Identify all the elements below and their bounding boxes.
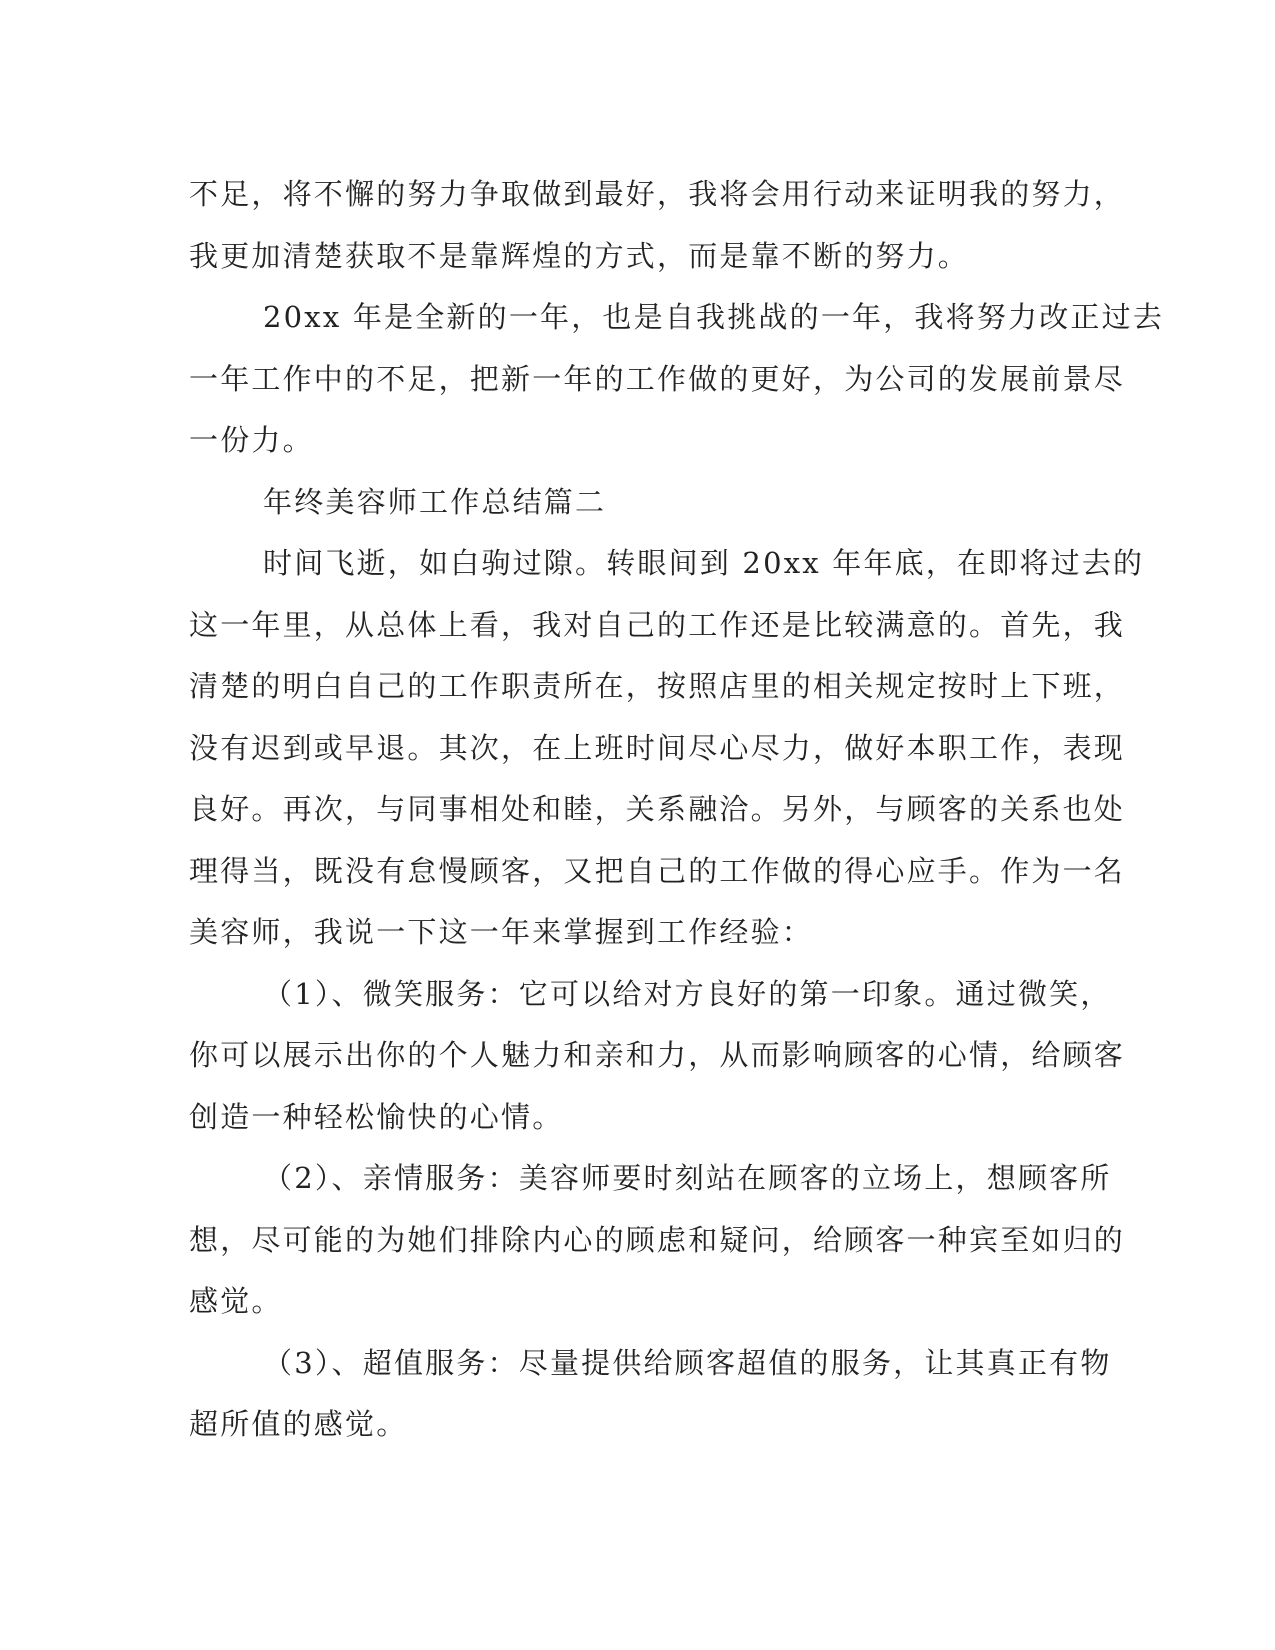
list-item-start-line: （1）、微笑服务：它可以给对方良好的第一印象。通过微笑，: [263, 976, 1112, 1011]
text-line: 良好。再次，与同事相处和睦，关系融洽。另外，与顾客的关系也处: [189, 792, 1126, 826]
text-line: 理得当，既没有怠慢顾客，又把自己的工作做的得心应手。作为一名: [189, 853, 1126, 888]
text-line: 感觉。: [189, 1284, 283, 1318]
list-item-start-line: （3）、超值服务：尽量提供给顾客超值的服务，让其真正有物: [263, 1345, 1112, 1380]
text-line: 没有迟到或早退。其次，在上班时间尽心尽力，做好本职工作，表现: [189, 730, 1126, 765]
document-body: [189, 164, 1165, 1456]
list-item-start-line: （2）、亲情服务：美容师要时刻站在顾客的立场上，想顾客所: [263, 1161, 1112, 1195]
text-line: 创造一种轻松愉快的心情。: [189, 1099, 564, 1134]
text-line: 清楚的明白自己的工作职责所在，按照店里的相关规定按时上下班，: [189, 669, 1126, 703]
text-line: 你可以展示出你的个人魅力和亲和力，从而影响顾客的心情，给顾客: [189, 1038, 1126, 1072]
section-heading: 年终美容师工作总结篇二: [263, 484, 607, 519]
text-line: 我更加清楚获取不是靠辉煌的方式，而是靠不断的努力。: [189, 238, 970, 273]
text-line: 一年工作中的不足，把新一年的工作做的更好，为公司的发展前景尽: [189, 361, 1126, 396]
text-line: 美容师，我说一下这一年来掌握到工作经验：: [189, 915, 814, 949]
text-line: 想，尽可能的为她们排除内心的顾虑和疑问，给顾客一种宾至如归的: [189, 1222, 1126, 1257]
text-line: 一份力。: [189, 423, 314, 457]
text-line: 不足，将不懈的努力争取做到最好，我将会用行动来证明我的努力，: [189, 177, 1126, 211]
text-line: 这一年里，从总体上看，我对自己的工作还是比较满意的。首先，我: [189, 607, 1126, 642]
paragraph-start-line: 时间飞逝，如白驹过隙。转眼间到 20xx 年年底，在即将过去的: [263, 546, 1145, 580]
paragraph-start-line: 20xx 年是全新的一年，也是自我挑战的一年，我将努力改正过去: [263, 300, 1165, 334]
text-line: 超所值的感觉。: [189, 1407, 408, 1441]
